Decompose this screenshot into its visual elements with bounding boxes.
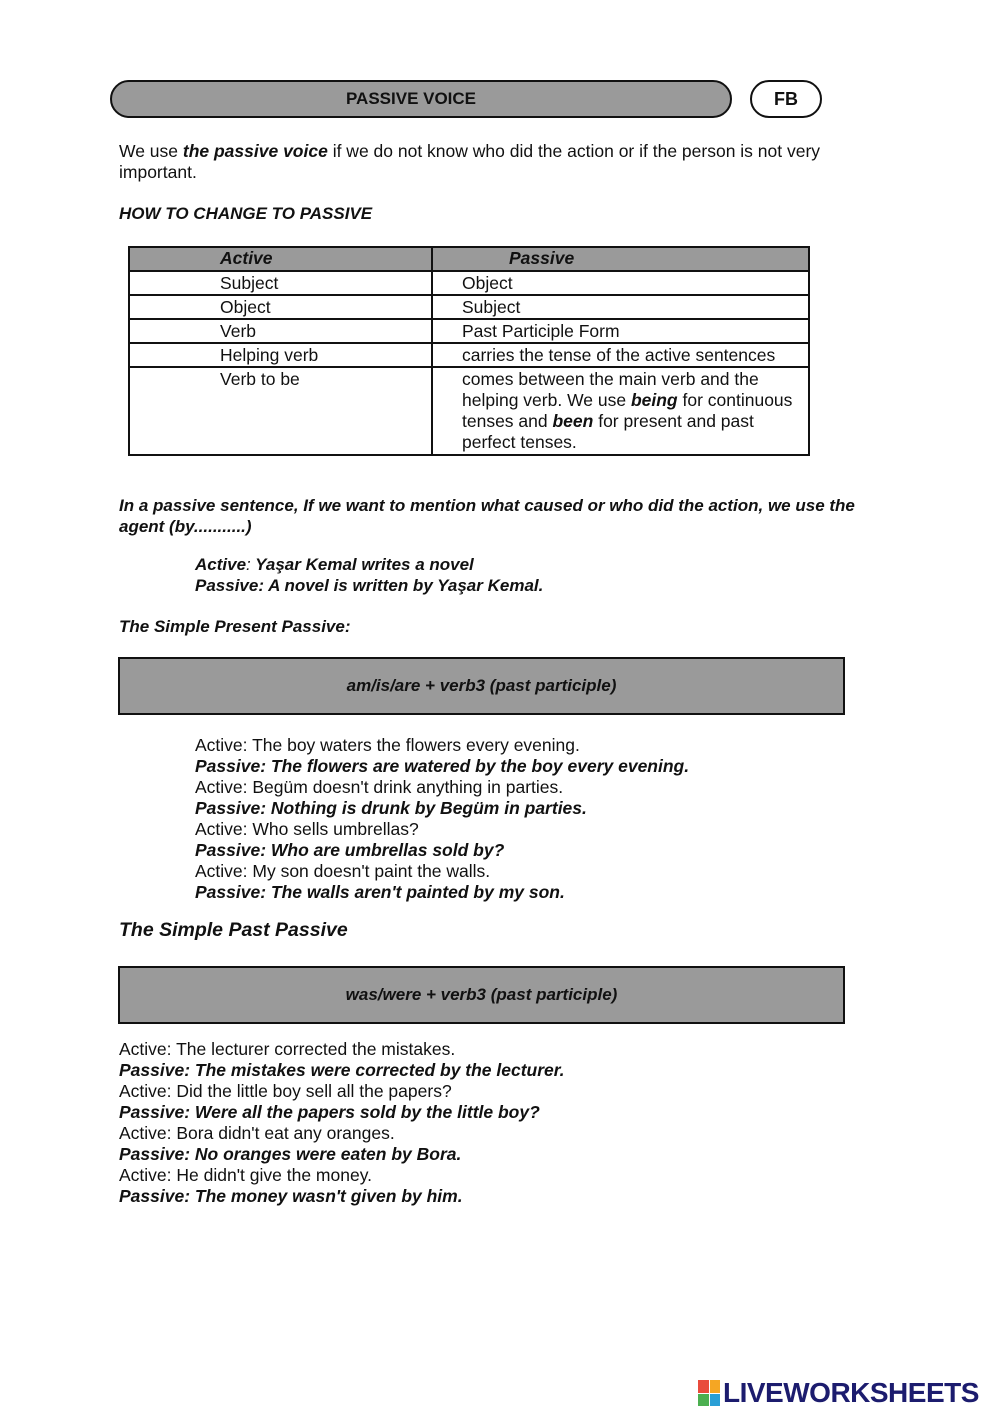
agent-note: In a passive sentence, If we want to mention what caused or who did the action, we use the agent (by...........) xyxy=(119,496,855,536)
verb-to-be-text-1: comes between the main verb and the helping verb. We use xyxy=(462,369,759,410)
cell-passive: Object xyxy=(432,271,809,295)
logo-square-1 xyxy=(698,1380,709,1393)
agent-example-active-text: Yaşar Kemal writes a novel xyxy=(250,555,474,574)
cell-passive-verb-to-be xyxy=(432,367,809,455)
list-item: Active: Bora didn't eat any oranges. xyxy=(119,1123,395,1143)
simple-past-formula: was/were + verb3 (past participle) xyxy=(345,985,618,1004)
list-item: Passive: The flowers are watered by the boy every evening. xyxy=(195,756,690,776)
list-item: Passive: No oranges were eaten by Bora. xyxy=(119,1144,462,1164)
list-item: Active: Begüm doesn't drink anything in parties. xyxy=(195,777,564,797)
list-item: Active: Did the little boy sell all the papers? xyxy=(119,1081,452,1101)
cell-passive: Subject xyxy=(432,295,809,319)
intro-paragraph xyxy=(119,141,879,183)
cell-passive: carries the tense of the active sentences xyxy=(432,343,809,367)
list-item: Active: The lecturer corrected the mistakes. xyxy=(119,1039,456,1059)
list-item: Active: My son doesn't paint the walls. xyxy=(195,861,491,881)
cell-active: Verb xyxy=(129,319,432,343)
worksheet-title-text: PASSIVE VOICE xyxy=(345,89,477,108)
verb-to-be-being: being xyxy=(630,390,678,410)
liveworksheets-logo[interactable] xyxy=(698,1376,979,1410)
simple-past-heading: The Simple Past Passive xyxy=(119,919,348,941)
simple-past-formula-box xyxy=(118,966,845,1024)
list-item: Passive: Who are umbrellas sold by? xyxy=(195,840,505,860)
cell-active: Object xyxy=(129,295,432,319)
table-row xyxy=(129,295,809,319)
intro-emphasis: the passive voice xyxy=(182,141,328,161)
agent-example-active xyxy=(195,554,543,575)
logo-square-4 xyxy=(710,1394,721,1407)
active-passive-table xyxy=(128,246,810,456)
worksheet-code-badge xyxy=(750,80,822,118)
verb-to-be-text-2: for continuous tenses and xyxy=(462,390,793,431)
table-row xyxy=(129,271,809,295)
worksheet-code-text: FB xyxy=(774,88,798,109)
cell-passive: Past Participle Form xyxy=(432,319,809,343)
list-item: Passive: Nothing is drunk by Begüm in parties. xyxy=(195,798,587,818)
table-row xyxy=(129,343,809,367)
table-row xyxy=(129,367,809,455)
cell-active: Verb to be xyxy=(129,367,432,455)
simple-present-examples xyxy=(195,735,689,903)
simple-past-examples xyxy=(119,1039,565,1207)
agent-example-separator: : xyxy=(246,555,251,574)
liveworksheets-logo-text: LIVEWORKSHEETS xyxy=(723,1377,979,1408)
agent-example-active-label: Active xyxy=(195,555,247,574)
list-item: Passive: The mistakes were corrected by the lecturer. xyxy=(119,1060,565,1080)
worksheet-title xyxy=(110,80,732,118)
table-row xyxy=(129,319,809,343)
list-item: Passive: The money wasn't given by him. xyxy=(119,1186,463,1206)
list-item: Active: The boy waters the flowers every evening. xyxy=(195,735,580,755)
header-active: Active xyxy=(129,247,432,271)
list-item: Passive: Were all the papers sold by the little boy? xyxy=(119,1102,540,1122)
cell-active: Helping verb xyxy=(129,343,432,367)
list-item: Active: Who sells umbrellas? xyxy=(195,819,419,839)
agent-example xyxy=(195,554,543,596)
table-header-row xyxy=(129,247,809,271)
simple-present-formula-box xyxy=(118,657,845,715)
agent-example-passive: Passive: A novel is written by Yaşar Kemal. xyxy=(195,576,544,595)
intro-text-before: We use xyxy=(119,141,183,161)
cell-active: Subject xyxy=(129,271,432,295)
verb-to-be-been: been xyxy=(552,411,594,431)
list-item: Active: He didn't give the money. xyxy=(119,1165,373,1185)
header-passive: Passive xyxy=(432,247,809,271)
simple-present-heading: The Simple Present Passive: xyxy=(119,617,351,636)
verb-to-be-text-3: for present and past perfect tenses. xyxy=(462,411,754,452)
logo-square-2 xyxy=(710,1380,721,1393)
logo-square-3 xyxy=(698,1394,709,1407)
intro-text-after: if we do not know who did the action or if the person is not very important. xyxy=(119,141,821,182)
simple-present-formula: am/is/are + verb3 (past participle) xyxy=(346,676,617,695)
how-to-heading: HOW TO CHANGE TO PASSIVE xyxy=(119,204,373,223)
list-item: Passive: The walls aren't painted by my son. xyxy=(195,882,565,902)
liveworksheets-logo-icon xyxy=(698,1380,720,1406)
